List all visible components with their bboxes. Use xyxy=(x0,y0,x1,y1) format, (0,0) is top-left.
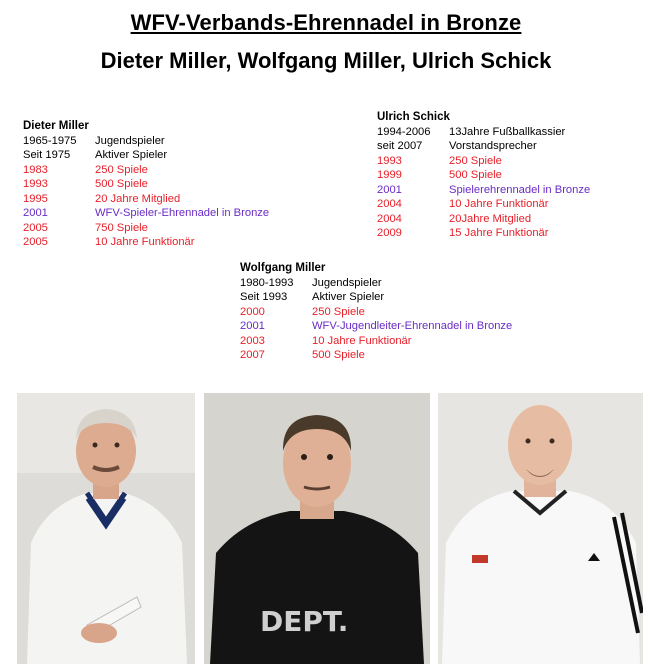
entry-row xyxy=(377,197,590,212)
entry-text: Aktiver Spieler xyxy=(95,149,168,161)
entry-text: Spielerehrennadel in Bronze xyxy=(449,183,591,196)
entry-text: 10 Jahre Funktionär xyxy=(95,236,195,248)
entry-row xyxy=(377,154,590,169)
entry-year: 1965-1975 xyxy=(23,134,77,147)
entry-text: 10 Jahre Funktionär xyxy=(312,334,412,347)
entry-text: 750 Spiele xyxy=(95,221,148,234)
entry-row xyxy=(377,168,590,183)
entry-year: 2001 xyxy=(377,183,402,196)
entry-year: 2001 xyxy=(23,207,48,219)
person-name: Wolfgang Miller xyxy=(240,262,326,274)
entry-row xyxy=(240,334,512,349)
entry-text: WFV-Spieler-Ehrennadel in Bronze xyxy=(95,207,270,219)
entry-row xyxy=(23,148,269,163)
entry-text: Jugendspieler xyxy=(95,134,165,147)
entry-text: 250 Spiele xyxy=(312,305,365,318)
entry-text: 250 Spiele xyxy=(95,163,148,176)
entry-year: 2004 xyxy=(377,212,402,225)
entry-year: 2009 xyxy=(377,227,402,239)
person-block-dieter-miller xyxy=(23,119,269,250)
entry-row xyxy=(377,183,590,198)
shirt-print: DEPT. xyxy=(260,605,349,638)
entry-year: 2005 xyxy=(23,221,48,234)
person-block-wolfgang-miller xyxy=(240,261,512,363)
entry-text: 10 Jahre Funktionär xyxy=(449,198,549,210)
entry-text: WFV-Jugendleiter-Ehrennadel in Bronze xyxy=(312,320,513,332)
entry-year: seit 2007 xyxy=(377,140,423,152)
entry-row xyxy=(23,235,269,250)
entry-row xyxy=(240,348,512,363)
entry-row xyxy=(240,319,512,334)
photo-ulrich-schick xyxy=(438,393,643,664)
entry-year: 1994-2006 xyxy=(377,125,431,138)
entry-row xyxy=(240,290,512,305)
entry-year: Seit 1993 xyxy=(240,291,288,303)
entry-row xyxy=(240,276,512,291)
entry-row xyxy=(23,163,269,178)
entry-text: 20 Jahre Mitglied xyxy=(95,192,181,205)
entry-year: 2004 xyxy=(377,198,402,210)
entry-row xyxy=(377,212,590,227)
entry-text: 500 Spiele xyxy=(95,178,148,190)
entry-year: 1980-1993 xyxy=(240,276,294,289)
entry-row xyxy=(23,192,269,207)
entry-text: 500 Spiele xyxy=(449,169,502,181)
entry-year: 1993 xyxy=(23,178,48,190)
entry-row xyxy=(377,139,590,154)
person-name: Dieter Miller xyxy=(23,120,89,132)
entry-text: Jugendspieler xyxy=(312,276,382,289)
person-name: Ulrich Schick xyxy=(377,111,450,123)
entry-row xyxy=(23,206,269,221)
entry-text: Aktiver Spieler xyxy=(312,291,385,303)
entry-year: 2001 xyxy=(240,320,265,332)
entry-text: 500 Spiele xyxy=(312,349,365,361)
entry-year: 2000 xyxy=(240,305,265,318)
entry-text: Vorstandsprecher xyxy=(449,140,537,152)
person-block-ulrich-schick xyxy=(377,110,590,241)
entry-row xyxy=(23,177,269,192)
entry-year: 2005 xyxy=(23,236,48,248)
page-title: WFV-Verbands-Ehrennadel in Bronze xyxy=(130,10,522,35)
photo-dieter-miller xyxy=(17,393,195,664)
entry-text: 15 Jahre Funktionär xyxy=(449,227,549,239)
entry-row xyxy=(23,221,269,236)
entry-year: 1983 xyxy=(23,163,48,176)
entry-row xyxy=(240,305,512,320)
page-subtitle: Dieter Miller, Wolfgang Miller, Ulrich Schick xyxy=(100,48,552,73)
entry-row xyxy=(23,134,269,149)
entry-year: 1993 xyxy=(377,154,402,167)
entry-year: 1999 xyxy=(377,169,402,181)
entry-year: 1995 xyxy=(23,192,48,205)
entry-row xyxy=(377,226,590,241)
entry-year: 2003 xyxy=(240,334,265,347)
entry-text: 20Jahre Mitglied xyxy=(449,212,532,225)
entry-text: 250 Spiele xyxy=(449,154,502,167)
entry-row xyxy=(377,125,590,140)
entry-year: Seit 1975 xyxy=(23,149,71,161)
entry-text: 13Jahre Fußballkassier xyxy=(449,125,566,138)
entry-year: 2007 xyxy=(240,349,265,361)
photo-wolfgang-miller xyxy=(204,393,430,664)
